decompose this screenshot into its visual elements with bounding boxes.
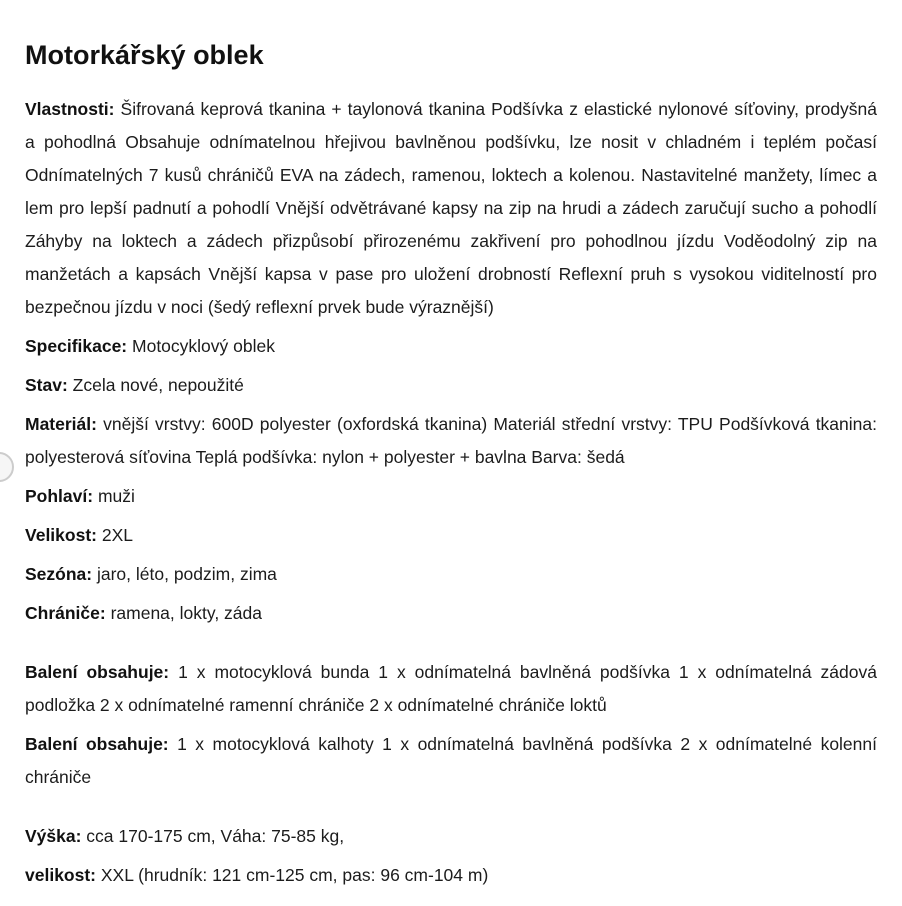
spec-text: Motocyklový oblek xyxy=(127,336,275,356)
spec-paragraph xyxy=(25,408,877,474)
page-title: Motorkářský oblek xyxy=(25,40,264,70)
description-list xyxy=(25,93,877,892)
spec-paragraph xyxy=(25,330,877,363)
spec-paragraph xyxy=(25,820,877,853)
spec-label: velikost: xyxy=(25,865,96,885)
spec-text: cca 170-175 cm, Váha: 75-85 kg, xyxy=(81,826,345,846)
spec-text: muži xyxy=(93,486,135,506)
left-edge-artifact xyxy=(0,452,14,482)
spec-label: Balení obsahuje: xyxy=(25,734,169,754)
spec-label: Velikost: xyxy=(25,525,97,545)
spec-paragraph xyxy=(25,369,877,402)
spec-label: Specifikace: xyxy=(25,336,128,356)
spec-label: Výška: xyxy=(25,826,82,846)
spec-label: Sezóna: xyxy=(25,564,93,584)
spec-text: Šifrovaná keprová tkanina + taylonová tkanina Podšívka z elastické nylonové síťoviny, prodyšná a pohodlná Obsahuje odnímatelnou hřejivou bavlněnou podšívku, lze nosit v chladném i teplém počasí Odnímatelných 7 kusů chráničů EVA na zádech, ramenou, loktech a kolenou. Nastavitelné manžety, límec a lem pro lepší padnutí a pohodlí Vnější odvětrávané kapsy na zip na hrudi a zádech zaručují sucho a pohodlí Záhyby na loktech a zádech přizpůsobí přirozenému zakřivení pro pohodlnou jízdu Voděodolný zip na manžetách a kapsách Vnější kapsa v pase pro uložení drobností Reflexní pruh s vysokou viditelností pro bezpečnou jízdu v noci (šedý reflexní prvek bude výraznější) xyxy=(25,99,877,317)
spec-paragraph xyxy=(25,519,877,552)
spec-paragraph xyxy=(25,597,877,630)
spec-paragraph xyxy=(25,93,877,324)
spec-text: XXL (hrudník: 121 cm-125 cm, pas: 96 cm-104 m) xyxy=(96,865,489,885)
spec-label: Vlastnosti: xyxy=(25,99,115,119)
spec-label: Materiál: xyxy=(25,414,97,434)
spec-label: Pohlaví: xyxy=(25,486,94,506)
spec-paragraph xyxy=(25,480,877,513)
spec-paragraph xyxy=(25,656,877,722)
spec-text: ramena, lokty, záda xyxy=(105,603,262,623)
spec-paragraph xyxy=(25,558,877,591)
spec-text: vnější vrstvy: 600D polyester (oxfordská tkanina) Materiál střední vrstvy: TPU Podšívková tkanina: polyesterová síťovina Teplá podšívka: nylon + polyester + bavlna Barva: šedá xyxy=(25,414,877,467)
spec-paragraph xyxy=(25,728,877,794)
spec-text: Zcela nové, nepoužité xyxy=(67,375,244,395)
spec-label: Stav: xyxy=(25,375,68,395)
spec-label: Chrániče: xyxy=(25,603,106,623)
spec-text: 1 x motocyklová kalhoty 1 x odnímatelná bavlněná podšívka 2 x odnímatelné kolenní chrániče xyxy=(25,734,877,787)
spec-text: 1 x motocyklová bunda 1 x odnímatelná bavlněná podšívka 1 x odnímatelná zádová podložka 2 x odnímatelné ramenní chrániče 2 x odnímatelné chrániče loktů xyxy=(25,662,877,715)
spec-text: 2XL xyxy=(96,525,133,545)
spec-text: jaro, léto, podzim, zima xyxy=(92,564,277,584)
spec-label: Balení obsahuje: xyxy=(25,662,170,682)
spec-paragraph xyxy=(25,859,877,892)
